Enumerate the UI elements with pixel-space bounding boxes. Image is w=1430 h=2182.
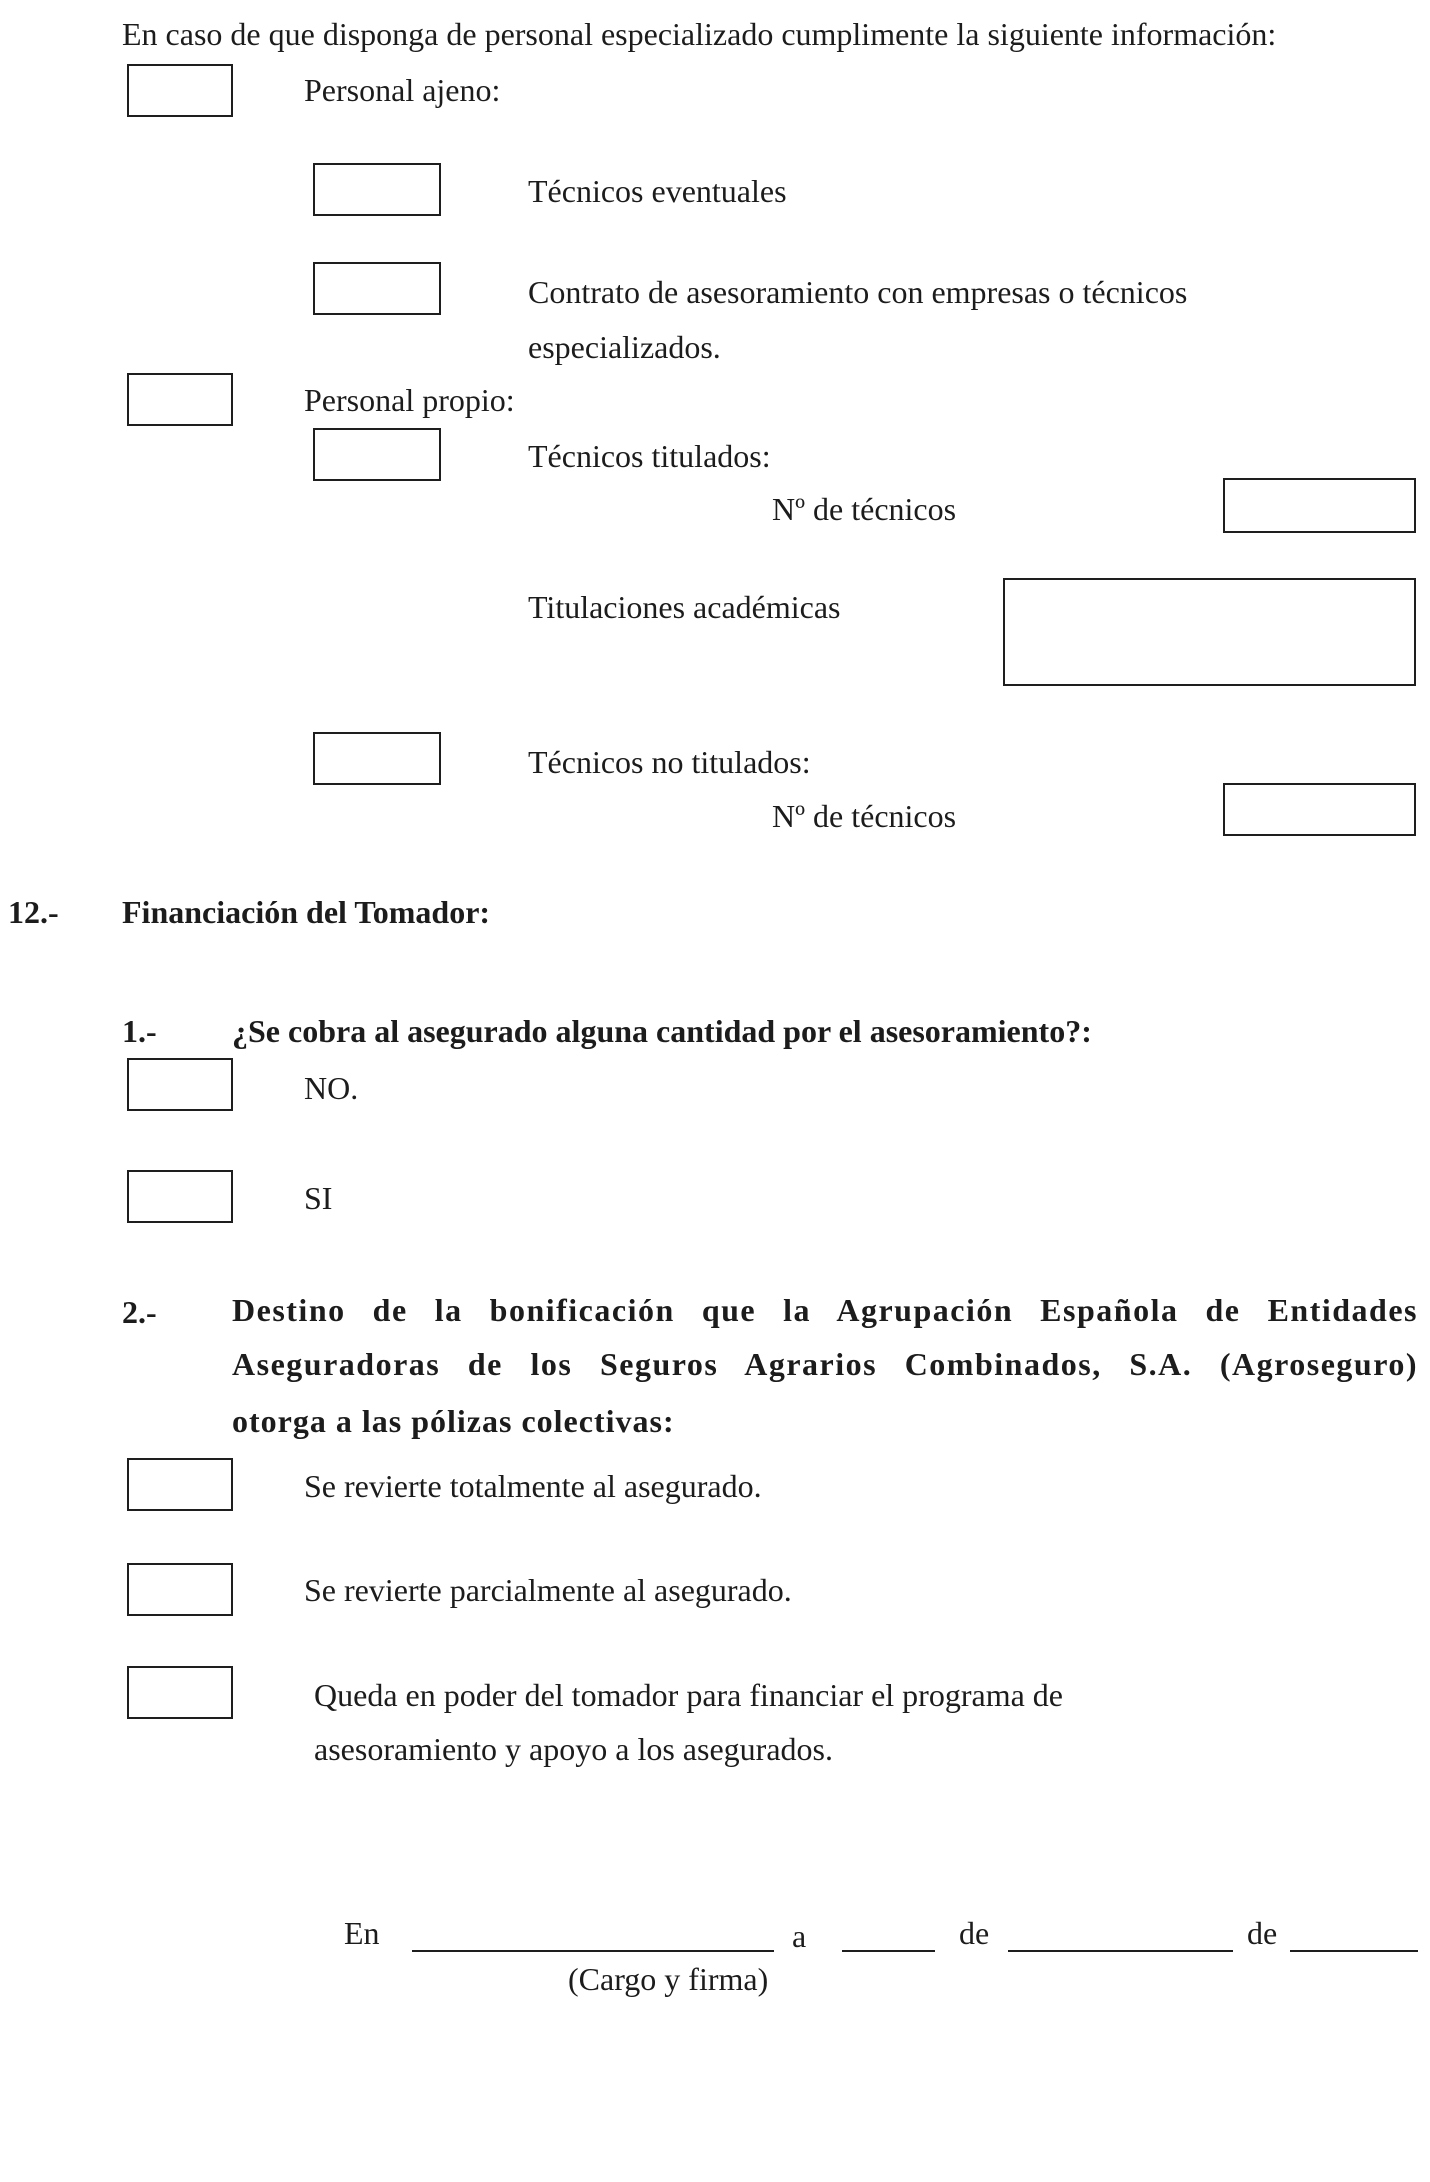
- n-tecnicos-titulados-label: Nº de técnicos: [772, 491, 957, 527]
- tecnicos-eventuales-checkbox[interactable]: [313, 163, 441, 216]
- titulaciones-label: Titulaciones académicas: [528, 589, 841, 625]
- q1-no-label: NO.: [304, 1070, 359, 1106]
- signature-year-line[interactable]: [1290, 1950, 1418, 1952]
- q2-opt3-checkbox[interactable]: [127, 1666, 233, 1719]
- question-2-line3: otorga a las pólizas colectivas:: [232, 1403, 675, 1439]
- q2-opt2-checkbox[interactable]: [127, 1563, 233, 1616]
- intro-text: En caso de que disponga de personal especializado cumplimente la siguiente información:: [122, 16, 1277, 52]
- signature-de-1: de: [959, 1915, 990, 1951]
- tecnicos-titulados-checkbox[interactable]: [313, 428, 441, 481]
- contrato-asesoramiento-checkbox[interactable]: [313, 262, 441, 315]
- personal-propio-label: Personal propio:: [304, 382, 515, 418]
- q1-si-checkbox[interactable]: [127, 1170, 233, 1223]
- tecnicos-no-titulados-checkbox[interactable]: [313, 732, 441, 785]
- q2-opt1-label: Se revierte totalmente al asegurado.: [304, 1468, 762, 1504]
- signature-place-line[interactable]: [412, 1950, 774, 1952]
- question-2-number: 2.-: [122, 1294, 157, 1330]
- question-1-number: 1.-: [122, 1013, 157, 1049]
- contrato-label-line2: especializados.: [528, 329, 721, 365]
- section-12-number: 12.-: [8, 894, 59, 930]
- q1-no-checkbox[interactable]: [127, 1058, 233, 1111]
- q2-opt1-checkbox[interactable]: [127, 1458, 233, 1511]
- q2-opt2-label: Se revierte parcialmente al asegurado.: [304, 1572, 792, 1608]
- section-12-title: Financiación del Tomador:: [122, 894, 491, 930]
- n-tecnicos-titulados-field[interactable]: [1223, 478, 1416, 533]
- question-2-line2: Aseguradoras de los Seguros Agrarios Combinados, S.A. (Agroseguro): [232, 1346, 1418, 1382]
- titulaciones-field[interactable]: [1003, 578, 1416, 686]
- n-tecnicos-no-titulados-label: Nº de técnicos: [772, 798, 957, 834]
- question-2-line1: Destino de la bonificación que la Agrupación Española de Entidades: [232, 1292, 1418, 1328]
- signature-a: a: [792, 1918, 807, 1954]
- question-1-text: ¿Se cobra al asegurado alguna cantidad por el asesoramiento?:: [232, 1013, 1092, 1049]
- signature-de-2: de: [1247, 1915, 1278, 1951]
- tecnicos-no-titulados-label: Técnicos no titulados:: [528, 744, 811, 780]
- signature-en: En: [344, 1915, 380, 1951]
- signature-cargo-firma: (Cargo y firma): [568, 1961, 769, 1997]
- personal-propio-checkbox[interactable]: [127, 373, 233, 426]
- q1-si-label: SI: [304, 1180, 333, 1216]
- q2-opt3-label-line1: Queda en poder del tomador para financiar el programa de: [314, 1677, 1063, 1713]
- q2-opt3-label-line2: asesoramiento y apoyo a los asegurados.: [314, 1731, 833, 1767]
- tecnicos-eventuales-label: Técnicos eventuales: [528, 173, 787, 209]
- signature-day-line[interactable]: [842, 1950, 935, 1952]
- signature-month-line[interactable]: [1008, 1950, 1233, 1952]
- personal-ajeno-label: Personal ajeno:: [304, 72, 501, 108]
- tecnicos-titulados-label: Técnicos titulados:: [528, 438, 771, 474]
- personal-ajeno-checkbox[interactable]: [127, 64, 233, 117]
- contrato-label-line1: Contrato de asesoramiento con empresas o técnicos: [528, 274, 1188, 310]
- n-tecnicos-no-titulados-field[interactable]: [1223, 783, 1416, 836]
